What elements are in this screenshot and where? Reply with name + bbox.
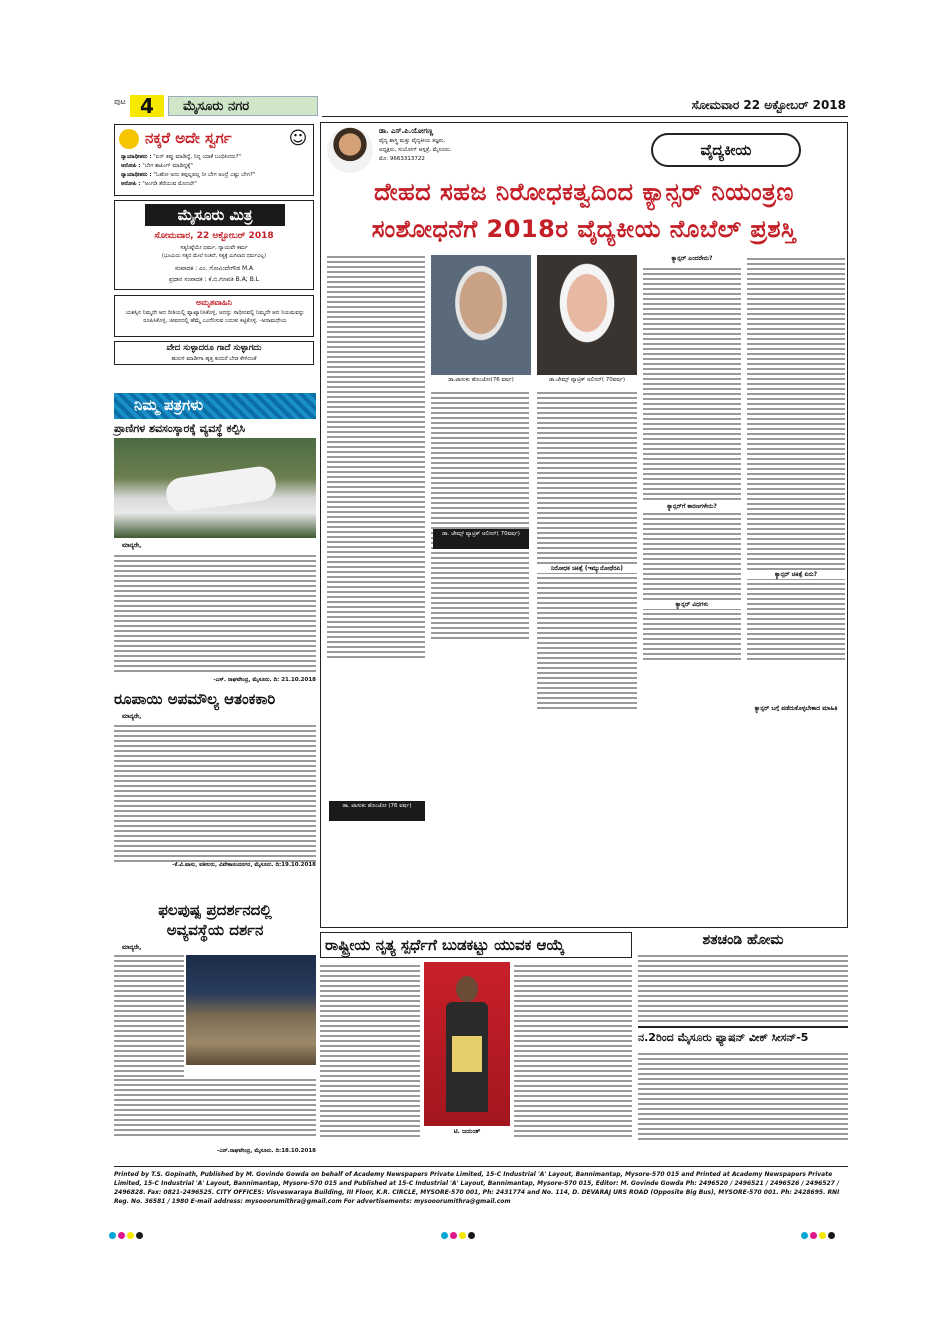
laugh-emoji-icon <box>119 129 139 149</box>
humor-line: ನ್ಯಾಯಾಧೀಶರು : "ಏನ್ ತಪ್ಪು ಮಾಡಿದ್ದೆ, ನಿನ್ನ ಯಾಕೆ ಬಂಧಿಸಿದರು?" <box>121 154 242 160</box>
photo-honjo <box>431 255 531 375</box>
subhead-what-is-cancer: ಕ್ಯಾನ್ಸರ್ ಎಂದರೇನು? <box>671 255 713 262</box>
masthead-logo: ಮೈಸೂರು ಮಿತ್ರ <box>145 204 285 226</box>
subhead-immunotherapy: ನಿರೋಧಕ ಚಿಕಿತ್ಸೆ (ಇಮ್ಯುನೋಥೆರಪಿ) <box>537 565 637 573</box>
header-rule <box>322 116 848 117</box>
caption-honjo: ಡಾ.ಟಾಸುಕು ಹೊಂಜೋ(76 ವರ್ಷ) <box>448 377 514 383</box>
masthead-line: ಪ್ರಧಾನ ಸಂಪಾದಕ : ಕೆ.ಬಿ.ಗಣಪತಿ B.A; B.L <box>168 276 260 283</box>
health-col-2 <box>431 389 529 789</box>
quote-box <box>114 341 314 365</box>
humor-box <box>114 124 314 196</box>
dance-col-3 <box>514 962 632 1140</box>
masthead-line: (ಭೂಮಿಯ ಸತ್ಯದ ಮೇಲೆ ನಿಂತಿದೆ, ಸತ್ಯಕ್ಕೆ ಮಿಗಿಲಾದ ಧರ್ಮವಿಲ್ಲ) <box>161 253 267 259</box>
letter-1-title: ಪ್ರಾಣಿಗಳ ಶವಸಂಸ್ಕಾರಕ್ಕೆ ವ್ಯವಸ್ಥೆ ಕಲ್ಪಿಸಿ <box>114 422 246 435</box>
caption-allison: ಡಾ.ಜೇಮ್ಸ್ ಪ್ಯಾಟ್ರಿಕ್ ಅಲಿಸನ್( 70ವರ್ಷ) <box>548 377 626 383</box>
dance-caption: ಟಿ. ಜಯಂತ್ <box>453 1128 481 1135</box>
dance-col-1 <box>320 962 420 1140</box>
box-allison: ಡಾ. ಜೇಮ್ಸ್ ಪ್ಯಾಟ್ರಿಕ್ ಅಲಿಸನ್( 70ವರ್ಷ) <box>433 529 529 549</box>
masthead-line: ಸಂಪಾದಕ : ಎಂ. ಗೋವಿಂದೇಗೌಡ M.A <box>174 265 254 272</box>
person-head <box>456 976 478 1002</box>
humor-line: ಆರೋಪಿ : "ಅಂಗಡಿ ತೆರೆಯುವ ಮೊದಲೇ" <box>121 181 197 187</box>
letter-1-photo <box>114 438 316 538</box>
amrutha-box <box>114 295 314 337</box>
imprint: Printed by T.S. Gopinath, Published by M. Govinde Gowda on behalf of Academy Newspapers Private Limited, 15-C Industrial 'A' Layout, Bannimantap, Mysore-570 015 and Printed at Academy Newspapers Private Limited, 15-C Industrial 'A' Layout, Bannimantap, Mysore-570 015 and Published at 15-C Industrial 'A' Layout, Bannimantap, Mysore-570 015, Editor: M. Govinde Gowda Ph: 2496520 / 2496521 / 2496526 / 2496527 / 2496828. Fax: 0821-2496525. CITY OFFICES: Visveswaraya Building, III Floor, K.R. CIRCLE, MYSORE-570 001, Ph: 2431774 and No. 114, D. DEVARAJ URS ROAD (Opposite Big Bus), MYSORE-570 001. Ph: 2428695. RNI Reg. No. 36581 / 1980 E-mail address: mysooorumithra@gmail.com For advertisements: mysooorumithra@gmail.com <box>114 1166 848 1216</box>
fashion-headline: ನ.2ರಿಂದ ಮೈಸೂರು ಫ್ಯಾಷನ್ ವೀಕ್ ಸೀಸನ್-5 <box>638 1026 848 1048</box>
author-name: ಡಾ. ಎಸ್.ಪಿ.ಯೋಗಣ್ಣ <box>379 127 434 135</box>
proverb: ವೇದ ಸುಳ್ಳಾದರೂ ಗಾದೆ ಸುಳ್ಳಾಗದು <box>166 343 262 353</box>
section-bar <box>168 96 318 116</box>
letter-1-body <box>114 552 316 672</box>
letter-1-sign: -ಎಸ್. ರಾಘವೇಂದ್ರ, ಮೈಸೂರು. ದಿ: 21.10.2018 <box>213 677 316 683</box>
humor-line: ಆರೋಪಿ : "ಬೇಗ ಶಾಪಿಂಗ್ ಮಾಡಿದ್ದಕ್ಕೆ" <box>121 163 193 169</box>
page-number: 4 <box>140 94 154 118</box>
masthead-line: ಸತ್ಯನಿಷ್ಠೆಯೇ ಧರ್ಮ, ನ್ಯಾಯವೇ ಕರ್ಮ <box>180 245 248 251</box>
subhead-information: ಕ್ಯಾನ್ಸರ್ ಬಗ್ಗೆ ಪಡೆದುಕೊಳ್ಳಬೇಕಾದ ಮಾಹಿತಿ <box>747 705 845 713</box>
health-col-4 <box>643 265 741 915</box>
white-sack <box>164 465 278 514</box>
photo-allison <box>537 255 637 375</box>
health-col-5 <box>747 255 845 915</box>
dance-photo <box>424 962 510 1126</box>
letter-3-title: ಫಲಪುಷ್ಪ ಪ್ರದರ್ಶನದಲ್ಲಿ ಅವ್ಯವಸ್ಥೆಯ ದರ್ಶನ <box>158 901 272 939</box>
author-line: ವೈದ್ಯ ಶಾಸ್ತ್ರ ಮತ್ತು ವೈದ್ಯಕೀಯ ತಜ್ಞರು, <box>379 138 446 144</box>
amrutha-title: ಅಮೃತವಾಹಿನಿ <box>196 298 232 307</box>
header-date: ಸೋಮವಾರ 22 ಅಕ್ಟೋಬರ್ 2018 <box>691 98 846 112</box>
proverb-sub: ಹುರುಳಿ ಮಾಡೀಗಾ ಹೃತ್ತ ಕುದುರೆ ಬೇಡ ಕೇಳಿದಂತೆ <box>171 356 257 362</box>
letter-3-body-left <box>114 952 184 1077</box>
letter-3-body <box>114 1076 316 1146</box>
section-title: ಮೈಸೂರು ನಗರ <box>183 99 250 114</box>
letter-3-photo <box>186 955 316 1065</box>
author-line: ಅಧ್ಯಕ್ಷರು, ಸುಯೋಗ್ ಆಸ್ಪತ್ರೆ, ಮೈಸೂರು. <box>379 147 452 153</box>
category-badge: ವೈದ್ಯಕೀಯ <box>651 133 801 167</box>
letters-banner <box>114 393 316 419</box>
author-line: ಮೊ: 9663313722 <box>379 156 425 162</box>
letter-2-salutation: ಮಾನ್ಯರೇ, <box>122 713 142 720</box>
homa-body <box>638 952 848 1024</box>
humor-line: ನ್ಯಾಯಾಧೀಶರು : "ಓಹೋ ಅದು ತಪ್ಪಲ್ಲವಲ್ಲ ನೀ ಬೇಗ ಅಂದ್ರೆ ಎಷ್ಟು ಬೇಗ?" <box>121 172 256 178</box>
registration-dots-right <box>800 1224 836 1243</box>
letters-banner-title: ನಿಮ್ಮ ಪತ್ರಗಳು <box>134 396 204 414</box>
subhead-treatment: ಕ್ಯಾನ್ಸರ್ ಚಿಕಿತ್ಸೆ ಏನು? <box>747 571 845 579</box>
letter-1-salutation: ಮಾನ್ಯರೇ, <box>122 542 142 549</box>
certificate <box>452 1036 482 1072</box>
masthead-box <box>114 200 314 290</box>
health-article <box>320 122 848 928</box>
humor-lines <box>121 153 309 189</box>
humor-title: ನಕ್ಕರೆ ಅದೇ ಸ್ವರ್ಗ <box>145 129 232 147</box>
registration-dots-left <box>108 1224 144 1243</box>
subhead-causes: ಕ್ಯಾನ್ಸರ್‌ಗೆ ಕಾರಣಗಳೇನು? <box>643 503 741 511</box>
homa-headline: ಶತಚಂಡಿ ಹೋಮ <box>702 932 784 948</box>
fashion-body <box>638 1050 848 1142</box>
page-label: ಪುಟ <box>114 97 126 106</box>
health-col-3 <box>537 389 637 909</box>
headline-line-2: ಸಂಶೋಧನೆಗೆ 2018ರ ವೈದ್ಯಕೀಯ ನೊಬೆಲ್ ಪ್ರಶಸ್ತಿ <box>371 215 797 243</box>
masthead-date: ಸೋಮವಾರ, 22 ಅಕ್ಟೋಬರ್ 2018 <box>154 231 274 241</box>
letter-2-title: ರೂಪಾಯಿ ಅಪಮೌಲ್ಯ ಆತಂಕಕಾರಿ <box>114 690 276 708</box>
amrutha-text: ಯಶಸ್ಸಿನ ನಿಮ್ಮದೇ ಆದ ರೀತಿಯಲ್ಲಿ ವ್ಯಾಖ್ಯಾನಿಸಿಕೊಳ್ಳಿ, ಅದನ್ನು ಸಾಧಿಸುವಲ್ಲಿ ನಿಮ್ಮದೇ ಆದ ನಿಯಮವನ್ನು ರೂಪಿಸಿಕೊಳ್ಳಿ, ಜೀವನದಲ್ಲಿ ಹೆಮ್ಮೆ ಎಂದೆನಿಸುವ ಬದುಕು ಕಟ್ಟಿಕೊಳ್ಳಿ. -ಅನಾಮಧೇಯ <box>125 310 305 324</box>
headline-line-1: ದೇಹದ ಸಹಜ ನಿರೋಧಕತ್ವದಿಂದ ಕ್ಯಾನ್ಸರ್ ನಿಯಂತ್ರಣ <box>374 178 794 206</box>
letter-3-sign: -ಎನ್.ರಾಘವೇಂದ್ರ, ಮೈಸೂರು. ದಿ:18.10.2018 <box>217 1148 316 1154</box>
subhead-types: ಕ್ಯಾನ್ಸರ್ ವಿಧಗಳು <box>643 601 741 609</box>
box-honjo: ಡಾ. ಟಾಸುಕು ಹೊಂಜೋ (76 ವರ್ಷ) <box>329 801 425 821</box>
letter-3-salutation: ಮಾನ್ಯರೇ, <box>122 944 142 951</box>
page-header <box>112 95 848 117</box>
cartoon-icon: ☺ <box>288 128 308 149</box>
letter-2-body <box>114 722 316 862</box>
page-number-badge <box>130 95 164 117</box>
letter-2-sign: -ಕೆ.ವಿ.ವಾಸು, ವಕೀಲರು, ವಿವೇಕಾನಂದನಗರ, ಮೈಸೂರು. ದಿ:19.10.2018 <box>172 862 316 868</box>
dance-headline: ರಾಷ್ಟ್ರೀಯ ನೃತ್ಯ ಸ್ಪರ್ಧೆಗೆ ಬುಡಕಟ್ಟು ಯುವಕ ಆಯ್ಕೆ <box>320 932 632 958</box>
registration-dots-center <box>440 1224 476 1243</box>
author-photo <box>327 127 373 173</box>
